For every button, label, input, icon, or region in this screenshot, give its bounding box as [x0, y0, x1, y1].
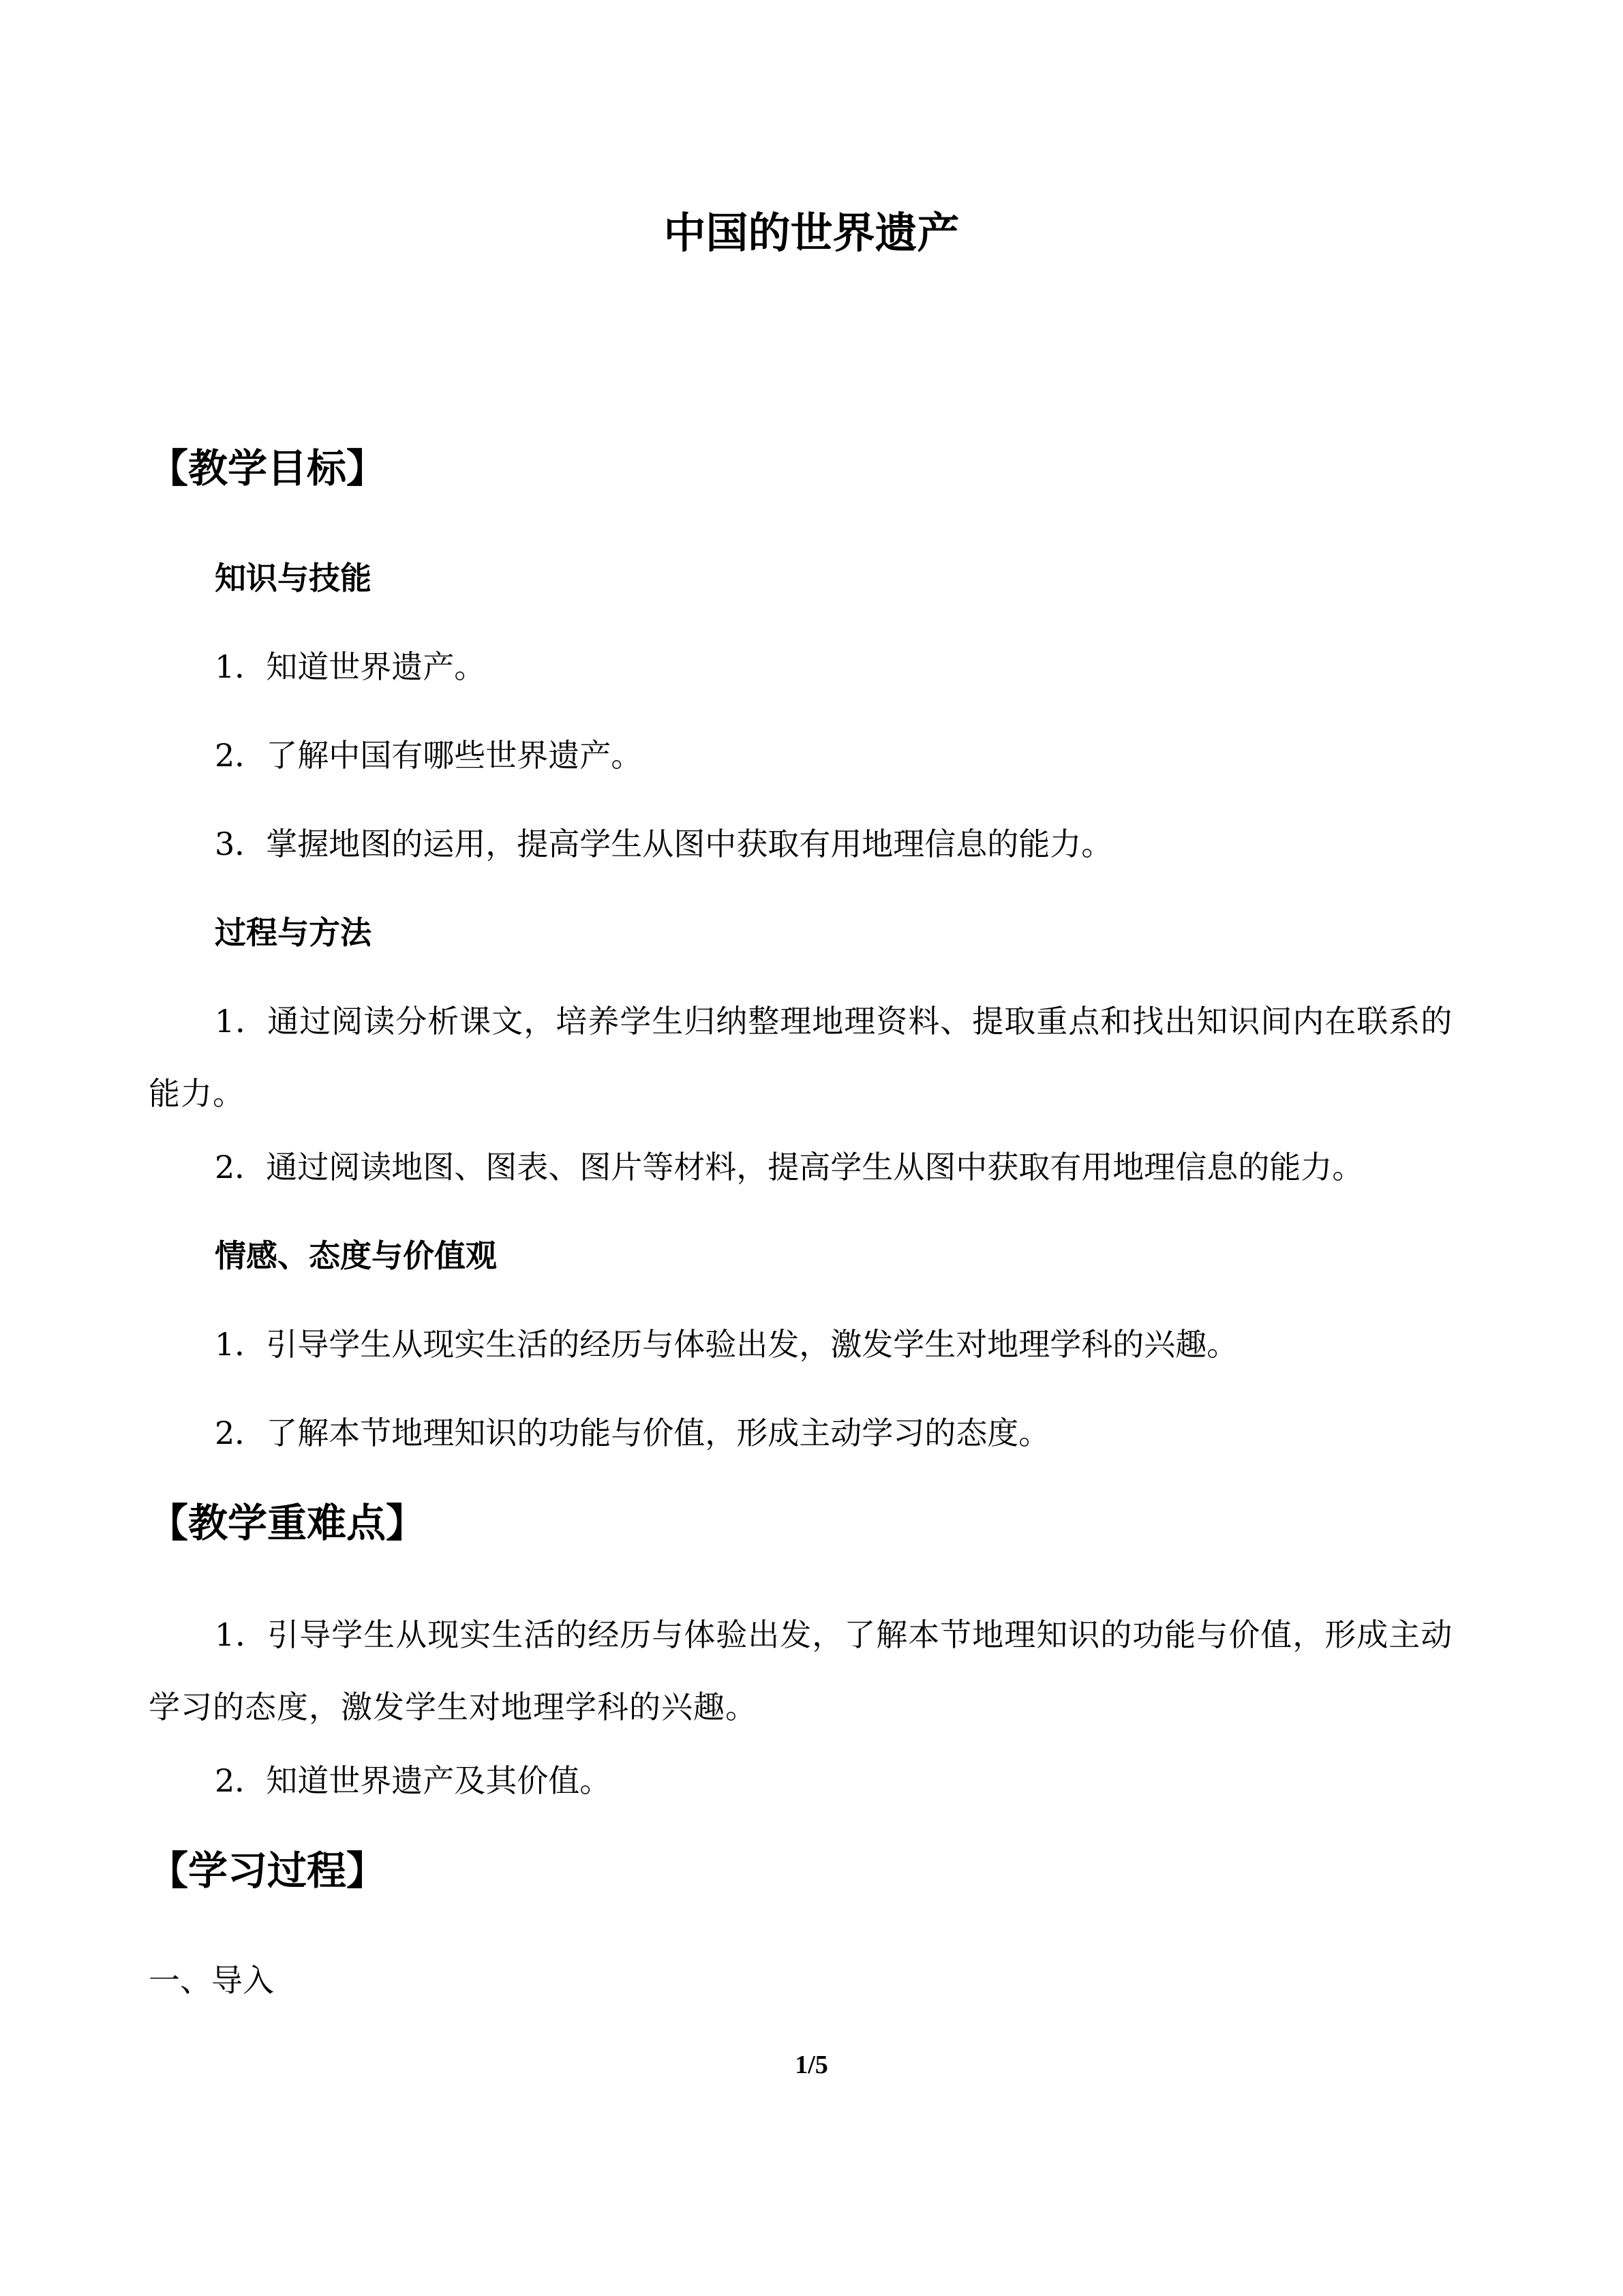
- knowledge-item-2: 2．了解中国有哪些世界遗产。: [215, 737, 643, 774]
- subheading-emotion-values: 情感、态度与价值观: [215, 1237, 497, 1274]
- key-point-item-2: 2．知道世界遗产及其价值。: [215, 1762, 611, 1799]
- knowledge-item-1: 1．知道世界遗产。: [215, 648, 486, 685]
- key-point-item-1: 1．引导学生从现实生活的经历与体验出发，了解本节地理知识的功能与价值，形成主动学习的态度，激发学生对地理学科的兴趣。: [149, 1616, 1453, 1725]
- section-heading-objectives: 【教学目标】: [149, 445, 386, 492]
- page-title: 中国的世界遗产: [663, 208, 960, 258]
- process-item-1: 1．通过阅读分析课文，培养学生归纳整理地理资料、提取重点和找出知识间内在联系的能力。: [149, 1003, 1453, 1112]
- knowledge-item-3: 3．掌握地图的运用，提高学生从图中获取有用地理信息的能力。: [215, 826, 1113, 862]
- learning-step-intro: 一、导入: [149, 1962, 274, 1999]
- section-heading-key-points: 【教学重难点】: [149, 1500, 426, 1546]
- emotion-item-2: 2．了解本节地理知识的功能与价值，形成主动学习的态度。: [215, 1415, 1050, 1451]
- emotion-item-1: 1．引导学生从现实生活的经历与体验出发，激发学生对地理学科的兴趣。: [215, 1326, 1239, 1363]
- subheading-knowledge-skills: 知识与技能: [215, 560, 371, 596]
- section-heading-learning-process: 【学习过程】: [149, 1847, 386, 1894]
- page-number: 1/5: [795, 2051, 828, 2079]
- process-item-2: 2．通过阅读地图、图表、图片等材料，提高学生从图中获取有用地理信息的能力。: [215, 1149, 1364, 1185]
- subheading-process-methods: 过程与方法: [215, 914, 371, 951]
